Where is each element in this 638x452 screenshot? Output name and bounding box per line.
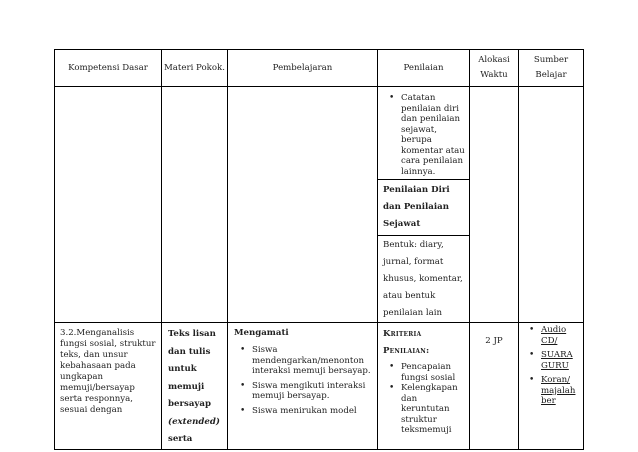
materi-text-extended: (extended) — [168, 416, 220, 427]
kd-number: 3.2. — [60, 328, 77, 338]
pembelajaran-title: Mengamati — [234, 328, 289, 338]
row1-pembelajaran-cell — [228, 87, 378, 323]
table-header-row — [55, 50, 584, 87]
header-materi-pokok: Materi Pokok. — [162, 50, 228, 87]
sumber-item — [541, 375, 580, 407]
row1-sumber-cell — [519, 87, 584, 323]
sumber-link-suara-guru[interactable]: SUARA GURU — [541, 350, 573, 371]
kriteria-title-line1: Kriteria — [383, 329, 422, 339]
row1-penilaian-cell — [378, 87, 470, 323]
header-penilaian: Penilaian — [378, 50, 470, 87]
row2-materi-cell — [162, 323, 228, 450]
row2-penilaian-cell — [378, 323, 470, 450]
table-row — [55, 87, 584, 323]
sumber-link-audio[interactable]: Audio CD/ — [541, 325, 567, 346]
sumber-item — [541, 325, 580, 346]
kd-text: Menganalisis fungsi sosial, struktur teks, dan unsur kebahasaan pada ungkapan memuji/bersayap serta responnya, sesuai dengan — [60, 328, 156, 415]
header-alokasi-line1: Alokasi — [478, 55, 510, 65]
pembelajaran-item: • Siswa mengikuti interaksi memuji bersayap. — [252, 381, 373, 402]
syllabus-table — [54, 49, 584, 450]
materi-text-part1: Teks lisan dan tulis untuk memuji bersayap — [168, 329, 216, 409]
alokasi-waktu-value: 2 JP — [485, 336, 503, 346]
header-sumber-belajar — [519, 50, 584, 87]
penilaian-subtitle: Penilaian Diri dan Penilaian Sejawat — [378, 179, 469, 235]
kriteria-item: • Pencapaian fungsi sosial — [401, 362, 466, 383]
penilaian-bentuk-text: Bentuk: diary, jurnal, format khusus, komentar, atau bentuk penilaian lain — [378, 235, 469, 322]
sumber-link-koran[interactable]: Koran/ majalah ber — [541, 375, 576, 406]
row2-kd-cell — [55, 323, 162, 450]
row2-sumber-cell — [519, 323, 584, 450]
row1-waktu-cell — [470, 87, 519, 323]
materi-text-part3: serta — [168, 434, 193, 444]
row1-kd-cell — [55, 87, 162, 323]
table-row — [55, 323, 584, 450]
penilaian-bullet-catatan: • Catatan penilaian diri dan penilaian sejawat, berupa komentar atau cara penilaian lainnya. — [401, 93, 466, 177]
row2-pembelajaran-cell — [228, 323, 378, 450]
pembelajaran-item: • Siswa mendengarkan/menonton interaksi memuji bersayap. — [252, 345, 373, 377]
row1-materi-cell — [162, 87, 228, 323]
kriteria-title-line2: Penilaian: — [383, 346, 430, 356]
header-alokasi-line2: Waktu — [480, 70, 508, 80]
kriteria-item: • Kelengkapan dan keruntutan struktur teksmemuji — [401, 383, 466, 436]
header-pembelajaran: Pembelajaran — [228, 50, 378, 87]
sumber-item — [541, 350, 580, 371]
pembelajaran-item: • Siswa menirukan model — [252, 406, 373, 417]
header-kompetensi-dasar: Kompetensi Dasar — [55, 50, 162, 87]
header-sumber-line1: Sumber — [533, 55, 569, 65]
row2-waktu-cell — [470, 323, 519, 450]
header-sumber-line2: Belajar — [535, 70, 567, 80]
header-alokasi-waktu — [470, 50, 519, 87]
